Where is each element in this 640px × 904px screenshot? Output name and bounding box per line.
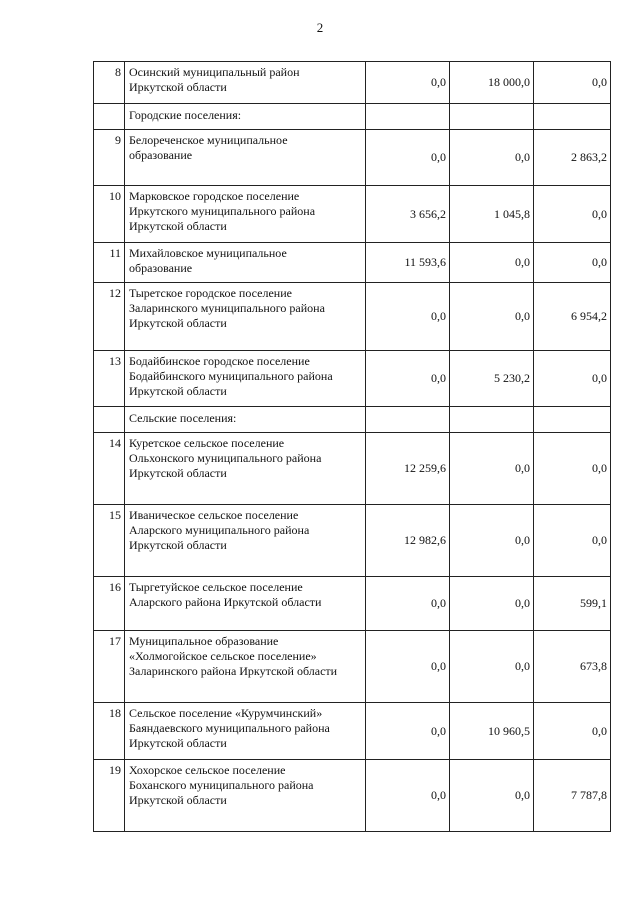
value-cell-1	[366, 104, 450, 130]
row-name: Муниципальное образование «Холмогойское сельское поселение» Заларинского района Иркутской области	[125, 631, 366, 703]
value-cell-1: 0,0	[366, 703, 450, 760]
value-cell-3: 6 954,2	[534, 283, 611, 351]
value-cell-2: 5 230,2	[450, 351, 534, 407]
row-number: 12	[94, 283, 125, 351]
row-name: Осинский муниципальный район Иркутской области	[125, 62, 366, 104]
row-number: 17	[94, 631, 125, 703]
value-cell-3	[534, 104, 611, 130]
table-row	[94, 243, 611, 283]
value-cell-1	[366, 407, 450, 433]
value-cell-2: 1 045,8	[450, 186, 534, 243]
value-cell-3: 0,0	[534, 433, 611, 505]
value-cell-2: 10 960,5	[450, 703, 534, 760]
value-cell-1: 12 982,6	[366, 505, 450, 577]
value-cell-2: 0,0	[450, 760, 534, 832]
value-cell-3: 0,0	[534, 351, 611, 407]
value-cell-2: 18 000,0	[450, 62, 534, 104]
value-cell-1: 0,0	[366, 631, 450, 703]
table-row	[94, 433, 611, 505]
row-name: Тыретское городское поселение Заларинского муниципального района Иркутской области	[125, 283, 366, 351]
table-row	[94, 351, 611, 407]
value-cell-2: 0,0	[450, 130, 534, 186]
row-number	[94, 407, 125, 433]
row-number: 19	[94, 760, 125, 832]
value-cell-3: 0,0	[534, 703, 611, 760]
value-cell-3: 0,0	[534, 62, 611, 104]
value-cell-2: 0,0	[450, 505, 534, 577]
table-body	[94, 62, 611, 832]
row-name: Куретское сельское поселение Ольхонского муниципального района Иркутской области	[125, 433, 366, 505]
value-cell-1: 12 259,6	[366, 433, 450, 505]
page-number: 2	[316, 20, 324, 35]
row-name: Хохорское сельское поселение Боханского муниципального района Иркутской области	[125, 760, 366, 832]
value-cell-1: 3 656,2	[366, 186, 450, 243]
row-name: Иваническое сельское поселение Аларского муниципального района Иркутской области	[125, 505, 366, 577]
row-number: 16	[94, 577, 125, 631]
value-cell-3: 2 863,2	[534, 130, 611, 186]
row-number: 10	[94, 186, 125, 243]
row-number: 9	[94, 130, 125, 186]
table-row	[94, 130, 611, 186]
value-cell-2: 0,0	[450, 433, 534, 505]
row-name: Михайловское муниципальное образование	[125, 243, 366, 283]
value-cell-1: 11 593,6	[366, 243, 450, 283]
row-name: Сельское поселение «Курумчинский» Баяндаевского муниципального района Иркутской области	[125, 703, 366, 760]
budget-table	[93, 61, 611, 832]
table-row	[94, 186, 611, 243]
row-number: 11	[94, 243, 125, 283]
table-row	[94, 505, 611, 577]
value-cell-2: 0,0	[450, 577, 534, 631]
table-row	[94, 703, 611, 760]
row-name: Городские поселения:	[125, 104, 366, 130]
section-row	[94, 407, 611, 433]
table-row	[94, 62, 611, 104]
table-row	[94, 283, 611, 351]
value-cell-1: 0,0	[366, 577, 450, 631]
value-cell-2: 0,0	[450, 243, 534, 283]
row-number: 15	[94, 505, 125, 577]
value-cell-2: 0,0	[450, 283, 534, 351]
row-name: Марковское городское поселение Иркутского муниципального района Иркутской области	[125, 186, 366, 243]
value-cell-3: 0,0	[534, 186, 611, 243]
value-cell-1: 0,0	[366, 351, 450, 407]
value-cell-3: 599,1	[534, 577, 611, 631]
row-name: Бодайбинское городское поселение Бодайбинского муниципального района Иркутской области	[125, 351, 366, 407]
value-cell-1: 0,0	[366, 760, 450, 832]
value-cell-1: 0,0	[366, 283, 450, 351]
row-name: Тыргетуйское сельское поселение Аларского района Иркутской области	[125, 577, 366, 631]
value-cell-1: 0,0	[366, 130, 450, 186]
value-cell-3	[534, 407, 611, 433]
row-number: 14	[94, 433, 125, 505]
value-cell-3: 673,8	[534, 631, 611, 703]
value-cell-3: 0,0	[534, 505, 611, 577]
value-cell-2: 0,0	[450, 631, 534, 703]
value-cell-2	[450, 104, 534, 130]
row-name: Белореченское муниципальное образование	[125, 130, 366, 186]
row-number: 18	[94, 703, 125, 760]
table-row	[94, 631, 611, 703]
table-row	[94, 577, 611, 631]
row-number: 13	[94, 351, 125, 407]
row-name: Сельские поселения:	[125, 407, 366, 433]
value-cell-2	[450, 407, 534, 433]
table-row	[94, 760, 611, 832]
value-cell-3: 0,0	[534, 243, 611, 283]
value-cell-3: 7 787,8	[534, 760, 611, 832]
value-cell-1: 0,0	[366, 62, 450, 104]
row-number	[94, 104, 125, 130]
row-number: 8	[94, 62, 125, 104]
section-row	[94, 104, 611, 130]
